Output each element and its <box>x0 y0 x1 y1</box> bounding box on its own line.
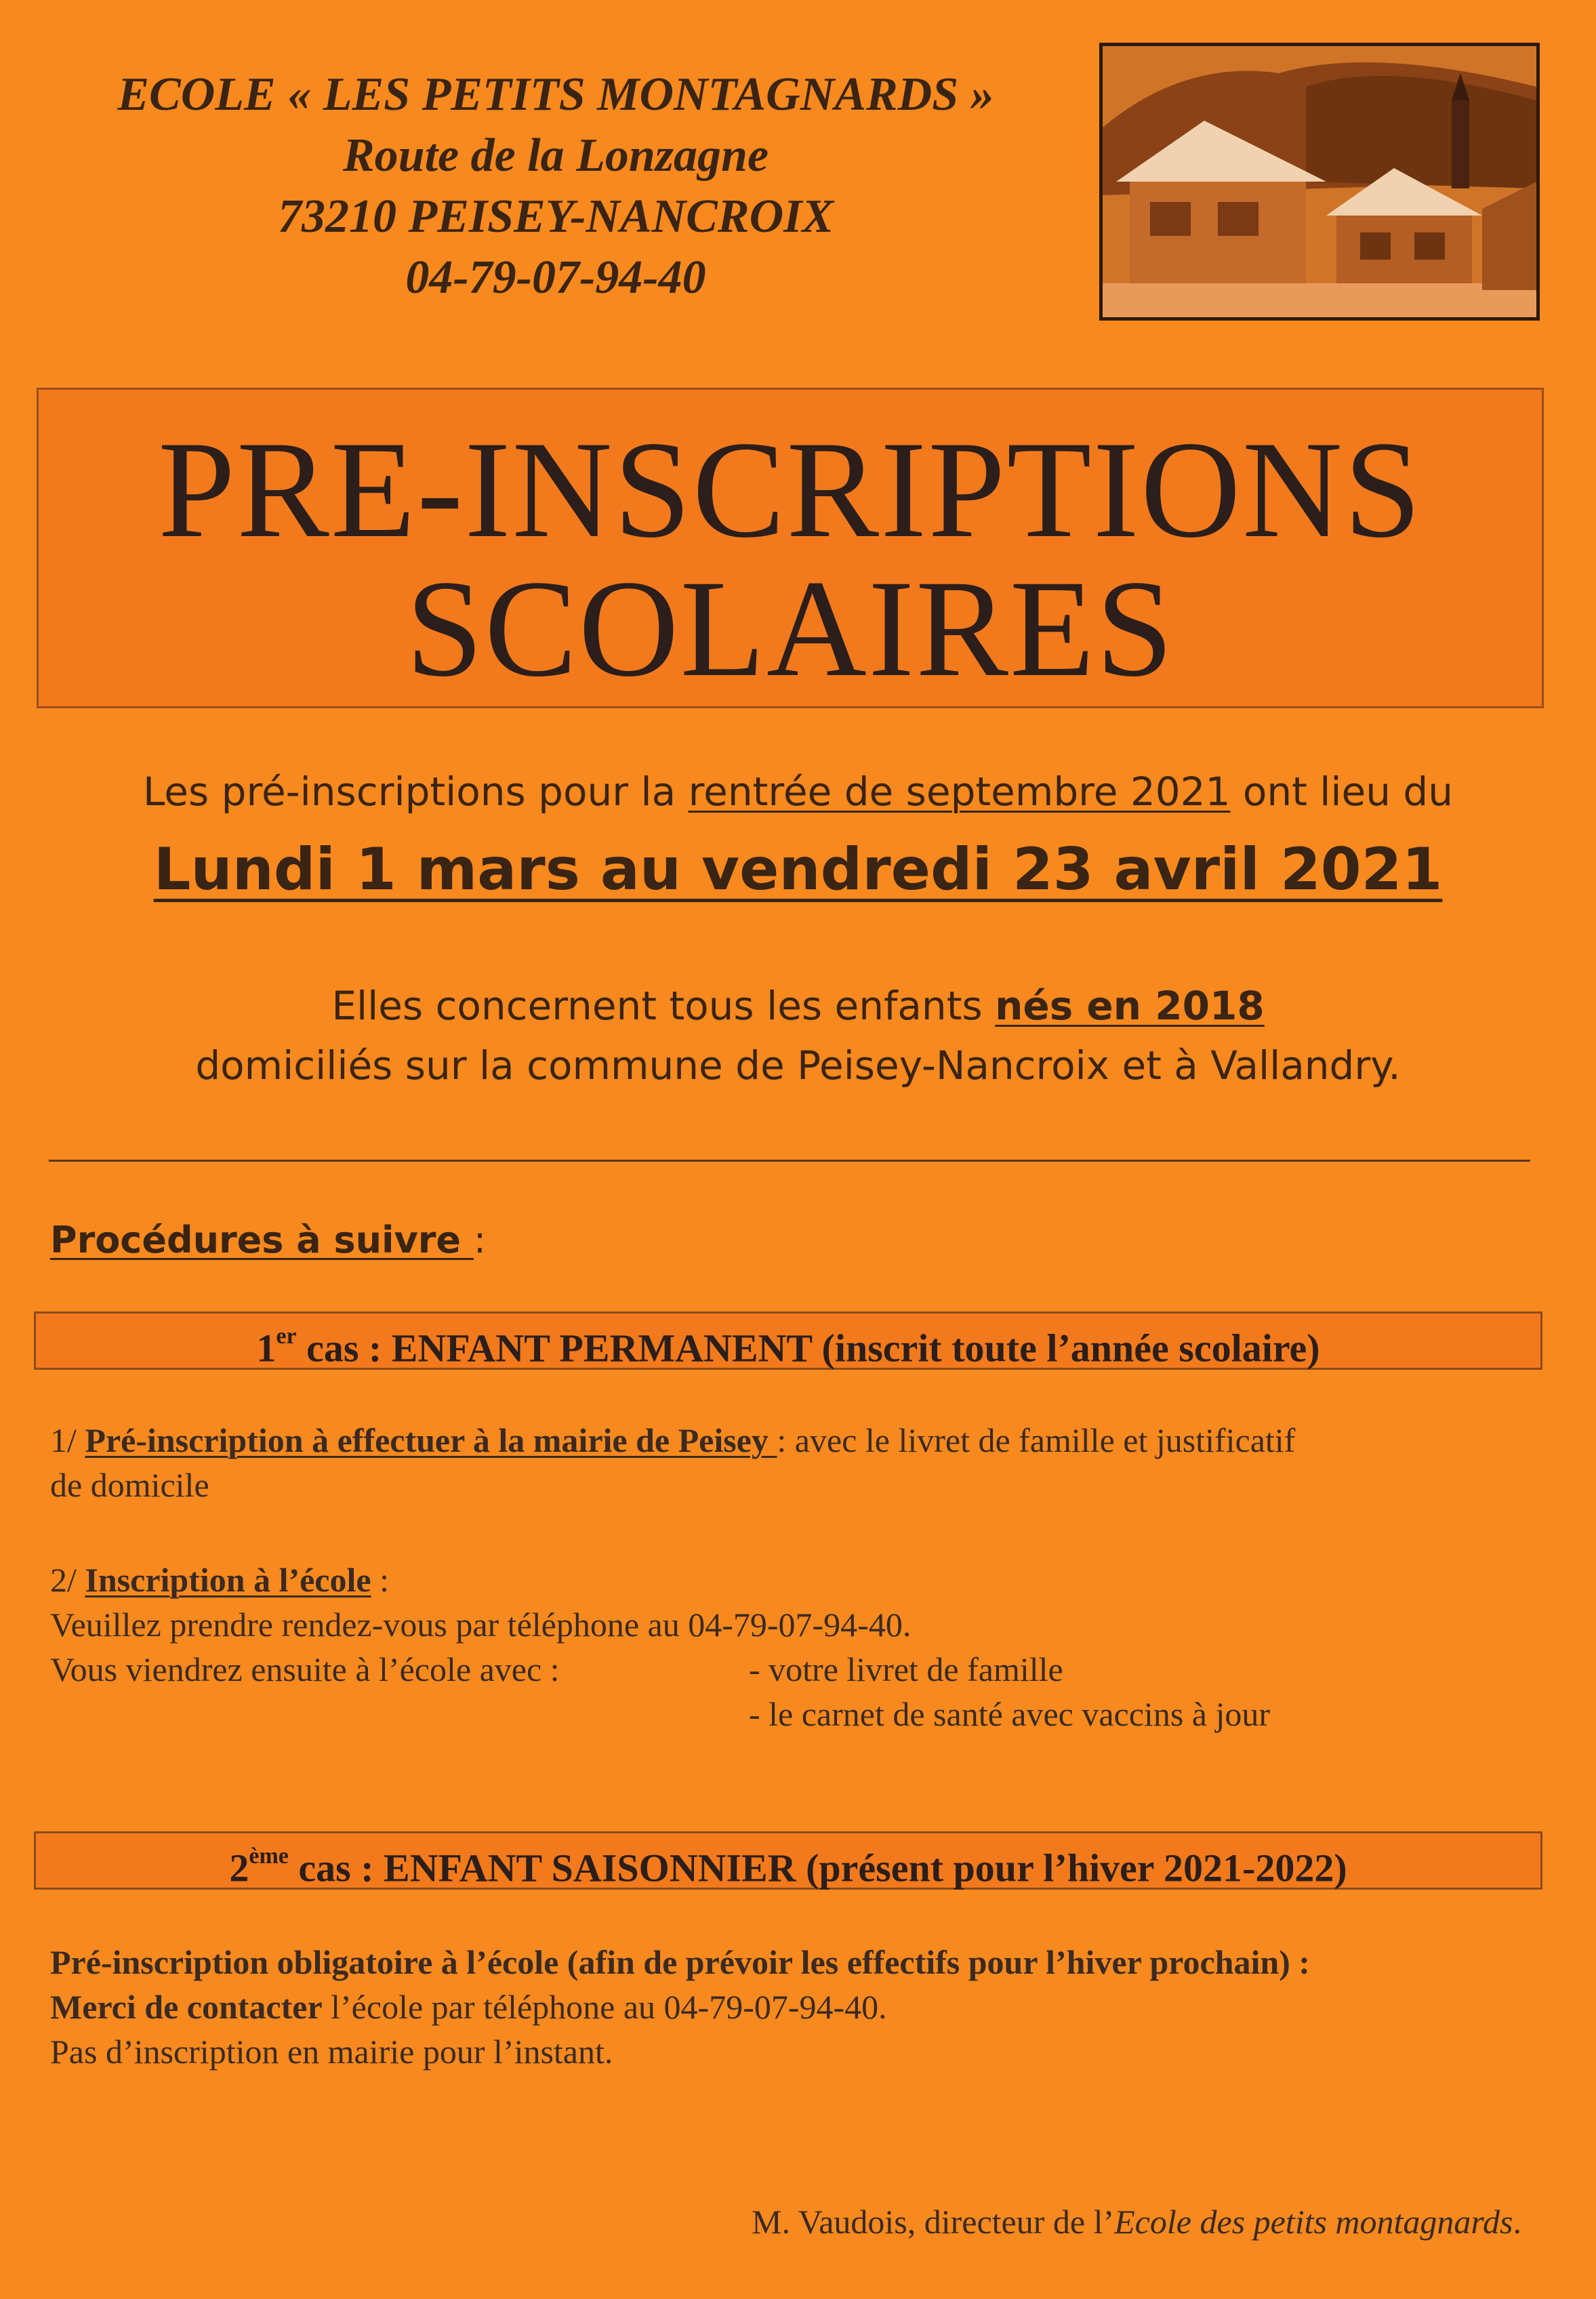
procedures-colon: : <box>473 1219 487 1261</box>
step-1-label: Pré-inscription à effectuer à la mairie de Peisey <box>85 1421 777 1459</box>
list-item: - votre livret de famille <box>749 1650 1063 1688</box>
case-2-line-3: Pas d’inscription en mairie pour l’instant. <box>50 2033 613 2071</box>
registration-dates-text: Lundi 1 mars au vendredi 23 avril 2021 <box>153 836 1443 903</box>
concern-line-2: domiciliés sur la commune de Peisey-Nancroix et à Vallandry. <box>195 1042 1401 1089</box>
step-1-prefix: 1/ <box>50 1421 85 1459</box>
case-2-text <box>50 1940 1310 2074</box>
concern-highlight: nés en 2018 <box>995 983 1265 1029</box>
procedures-label: Procédures à suivre <box>50 1219 474 1261</box>
case-2-line-2-rest: l’école par téléphone au 04-79-07-94-40. <box>322 1988 887 2026</box>
school-photo <box>1099 43 1540 321</box>
case-2-sup: ème <box>249 1844 289 1869</box>
registration-dates <box>0 832 1596 907</box>
case-1-number: 1 <box>256 1326 277 1370</box>
case-1-step-1 <box>50 1418 1295 1507</box>
school-street: Route de la Lonzagne <box>342 129 769 182</box>
school-city: 73210 PEISEY-NANCROIX <box>277 190 834 243</box>
case-2-title: cas : ENFANT SAISONNIER (présent pour l’hiver 2021-2022) <box>288 1846 1347 1890</box>
case-1-box <box>34 1311 1542 1370</box>
school-name: ECOLE « LES PETITS MONTAGNARDS » <box>117 68 994 121</box>
step-2-line-2: Vous viendrez ensuite à l’école avec : <box>50 1650 560 1688</box>
title-line-2: SCOLAIRES <box>405 552 1175 706</box>
divider <box>49 1160 1530 1162</box>
case-2-box <box>34 1831 1542 1890</box>
intro-before: Les pré-inscriptions pour la <box>143 769 689 815</box>
case-2-line-1: Pré-inscription obligatoire à l’école (afin de prévoir les effectifs pour l’hiver prochain) : <box>50 1943 1310 1981</box>
signature-school: Ecole des petits montagnards <box>1114 2203 1513 2241</box>
case-2-line-2-bold: Merci de contacter <box>50 1988 323 2026</box>
case-1-sup: er <box>276 1324 297 1349</box>
step-2-line-1: Veuillez prendre rendez-vous par téléphone au 04-79-07-94-40. <box>50 1606 912 1644</box>
intro-after: ont lieu du <box>1230 769 1453 815</box>
school-photo-image <box>1103 46 1536 317</box>
concern-before: Elles concernent tous les enfants <box>331 983 996 1029</box>
signature-text: M. Vaudois, directeur de l’ <box>752 2203 1115 2241</box>
case-2-number: 2 <box>229 1846 249 1890</box>
school-address <box>47 64 1064 308</box>
title-box <box>37 388 1544 708</box>
concern-text <box>0 976 1596 1095</box>
procedures-heading <box>50 1217 486 1264</box>
intro-highlight: rentrée de septembre 2021 <box>688 769 1231 815</box>
step-2-prefix: 2/ <box>50 1561 85 1599</box>
signature-end: . <box>1513 2203 1521 2241</box>
step-2-colon: : <box>371 1561 389 1599</box>
case-1-title: cas : ENFANT PERMANENT (inscrit toute l’année scolaire) <box>296 1326 1320 1370</box>
case-1-item-list <box>749 1647 1270 1736</box>
school-phone: 04-79-07-94-40 <box>405 251 706 304</box>
title-line-1: PRE-INSCRIPTIONS <box>158 413 1423 567</box>
step-1-line-2: de domicile <box>50 1466 209 1504</box>
signature <box>752 2199 1521 2244</box>
step-1-rest: : avec le livret de famille et justificatif <box>777 1421 1296 1459</box>
step-2-label: Inscription à l’école <box>85 1561 371 1599</box>
intro-text <box>0 765 1596 819</box>
list-item: - le carnet de santé avec vaccins à jour <box>749 1695 1271 1733</box>
